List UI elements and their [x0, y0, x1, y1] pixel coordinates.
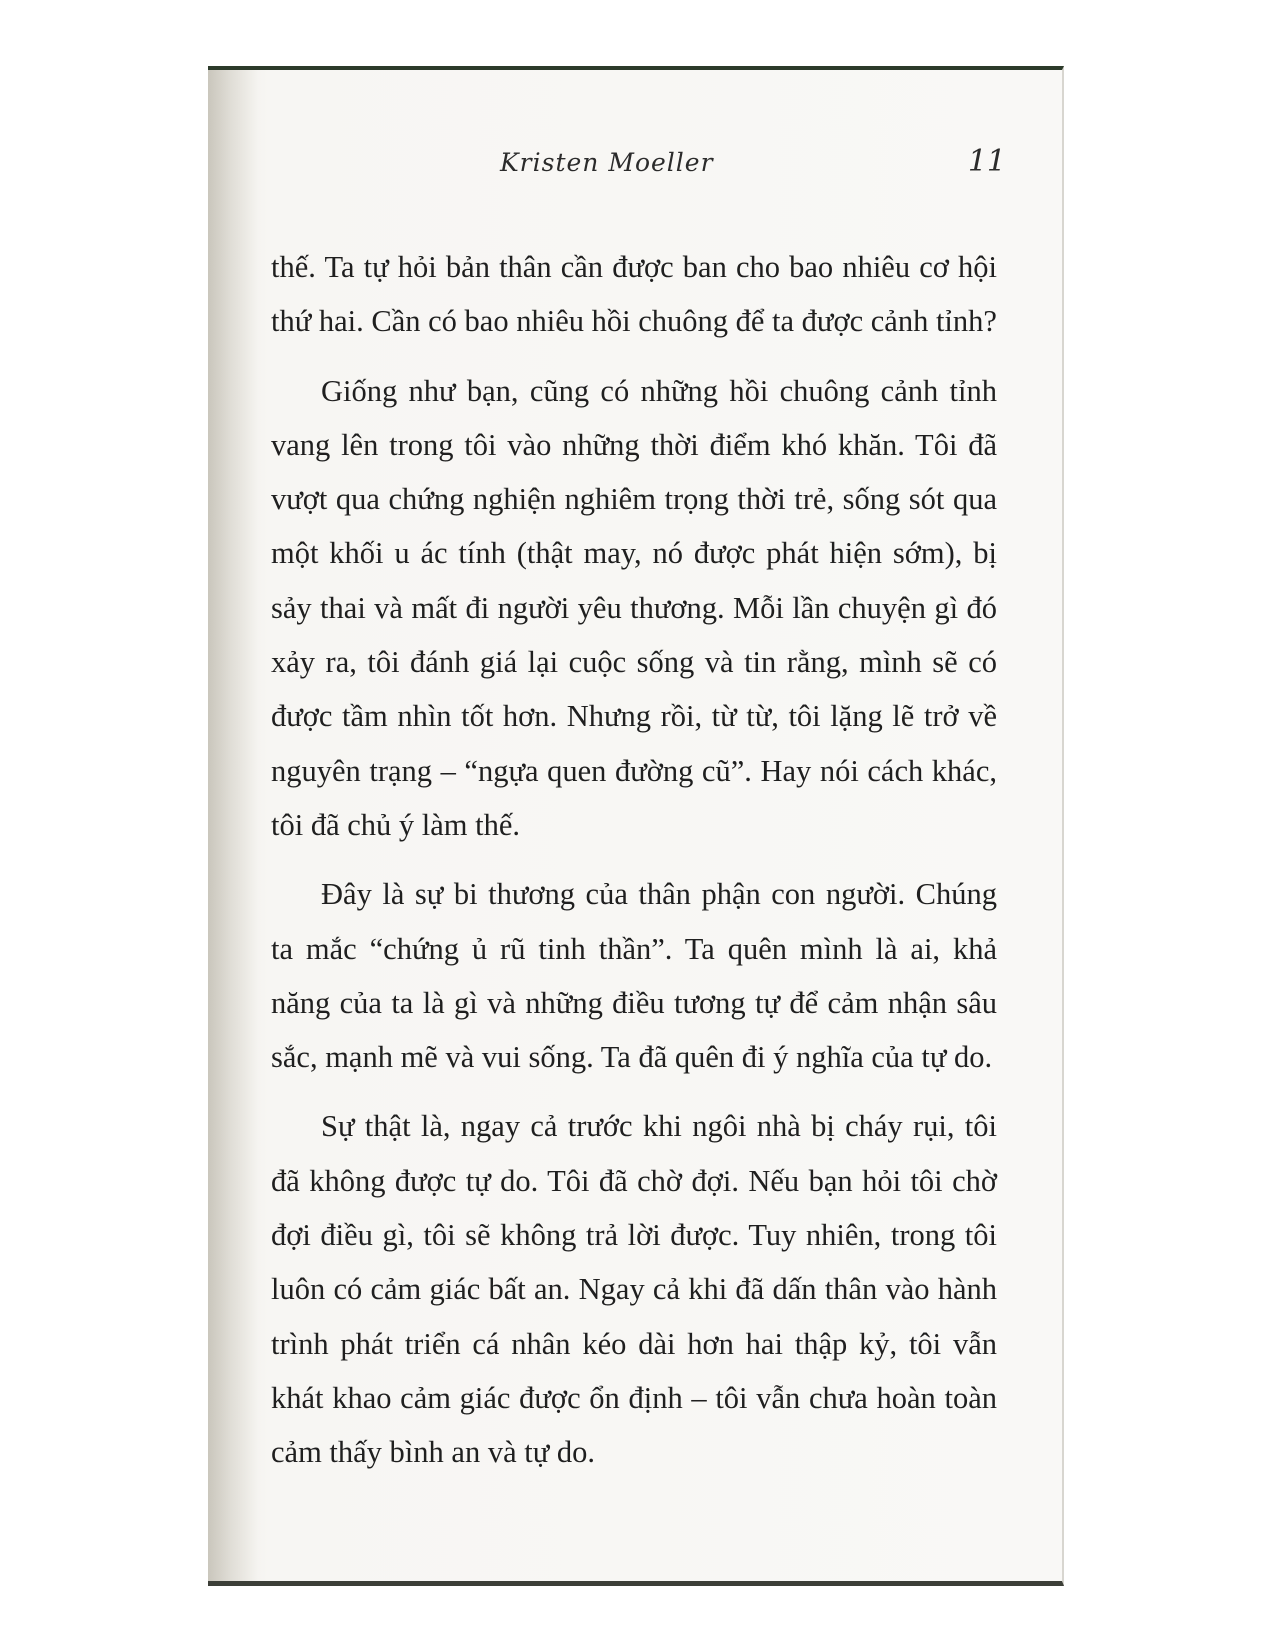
paragraph-4: Sự thật là, ngay cả trước khi ngôi nhà bị cháy rụi, tôi đã không được tự do. Tôi đã chờ đợi. Nếu bạn hỏi tôi chờ đợi điều gì, tôi sẽ không trả lời được. Tuy nhiên, trong tôi luôn có cảm giác bất an. Ngay cả khi đã dấn thân vào hành trình phát triển cá nhân kéo dài hơn hai thập kỷ, tôi vẫn khát khao cảm giác được ổn định – tôi vẫn chưa hoàn toàn cảm thấy bình an và tự do. [271, 1109, 997, 1470]
page-header [208, 144, 1062, 188]
book-page [208, 66, 1064, 1586]
page-number: 11 [967, 144, 1006, 179]
running-title: Kristen Moeller [500, 148, 714, 177]
gutter-shadow [208, 70, 258, 1581]
paragraph-1: thế. Ta tự hỏi bản thân cần được ban cho bao nhiêu cơ hội thứ hai. Cần có bao nhiêu hồi chuông để ta được cảnh tỉnh? [271, 250, 997, 339]
paragraph-2: Giống như bạn, cũng có những hồi chuông cảnh tỉnh vang lên trong tôi vào những thời điểm khó khăn. Tôi đã vượt qua chứng nghiện nghiêm trọng thời trẻ, sống sót qua một khối u ác tính (thật may, nó được phát hiện sớm), bị sảy thai và mất đi người yêu thương. Mỗi lần chuyện gì đó xảy ra, tôi đánh giá lại cuộc sống và tin rằng, mình sẽ có được tầm nhìn tốt hơn. Nhưng rồi, từ từ, tôi lặng lẽ trở về nguyên trạng – “ngựa quen đường cũ”. Hay nói cách khác, tôi đã chủ ý làm thế. [271, 373, 997, 842]
paragraph-3: Đây là sự bi thương của thân phận con người. Chúng ta mắc “chứng ủ rũ tinh thần”. Ta quên mình là ai, khả năng của ta là gì và những điều tương tự để cảm nhận sâu sắc, mạnh mẽ và vui sống. Ta đã quên đi ý nghĩa của tự do. [271, 877, 997, 1075]
body-text [271, 240, 997, 1495]
